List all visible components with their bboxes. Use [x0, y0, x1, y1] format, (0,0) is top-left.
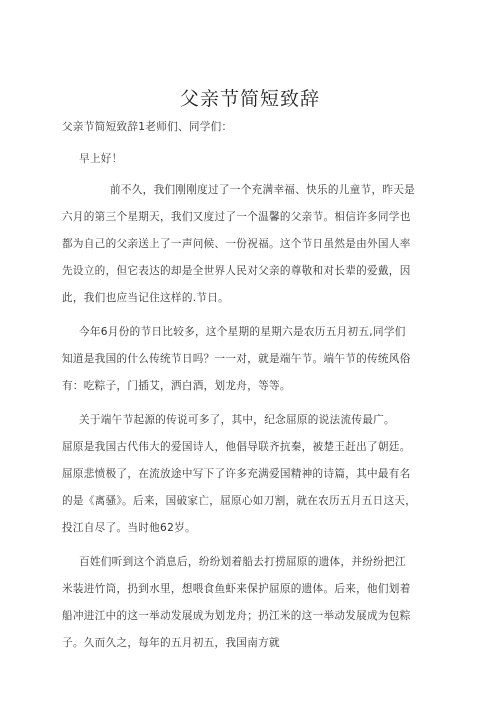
text-line: 屈原悲愤极了，在流放途中写下了许多充满爱国精神的诗篇，其中最有名: [62, 468, 411, 480]
text-line: 船冲进江中的这一举动发展成为划龙舟；扔江米的这一举动发展成为包粽: [62, 610, 411, 622]
text-line: 有：吃粽子，门插艾，洒白酒，划龙舟，等等。: [62, 380, 291, 392]
text-line: 都为自己的父亲送上了一声问候、一份祝福。这个节日虽然是由外国人率: [62, 238, 411, 250]
text-line: 投江自尽了。当时他62岁。: [62, 522, 196, 534]
text-line: 知道是我国的什么传统节日吗？一一对，就是端午节。端午节的传统风俗: [62, 353, 411, 365]
text-line: 先设立的，但它表达的却是全世界人民对父亲的尊敬和对长辈的爱戴，因: [62, 265, 411, 277]
document-title: 父亲节简短致辞: [179, 88, 320, 110]
text-line: 子。久而久之，每年的五月初五，我国南方就: [62, 637, 280, 649]
text-line: 早上好！: [79, 153, 123, 165]
text-line: 米装进竹筒，扔到水里，想喂食鱼虾来保护屈原的遗体。后来，他们划着: [62, 583, 411, 595]
text-line: 百姓们听到这个消息后，纷纷划着船去打捞屈原的遗体，并纷纷把江: [79, 556, 406, 568]
text-line: 屈原是我国古代伟大的爱国诗人，他倡导联齐抗秦，被楚王赶出了朝廷。: [62, 441, 411, 453]
text-line: 此，我们也应当记住这样的.节日。: [62, 292, 230, 304]
text-line: 前不久，我们刚刚度过了一个充满幸福、快乐的儿童节，昨天是: [110, 184, 416, 196]
text-line: 的是《离骚》。后来，国破家亡，屈原心如刀割，就在农历五月五日这天，: [62, 495, 417, 507]
text-line: 关于端午节起源的传说可多了，其中，纪念屈原的说法流传最广。: [79, 414, 395, 426]
text-line: 父亲节简短致辞1老师们、同学们：: [62, 121, 233, 133]
text-line: 今年6月份的节日比较多，这个星期的星期六是农历五月初五,同学们: [79, 326, 406, 338]
text-line: 六月的第三个星期天，我们又度过了一个温馨的父亲节。相信许多同学也: [62, 211, 411, 223]
